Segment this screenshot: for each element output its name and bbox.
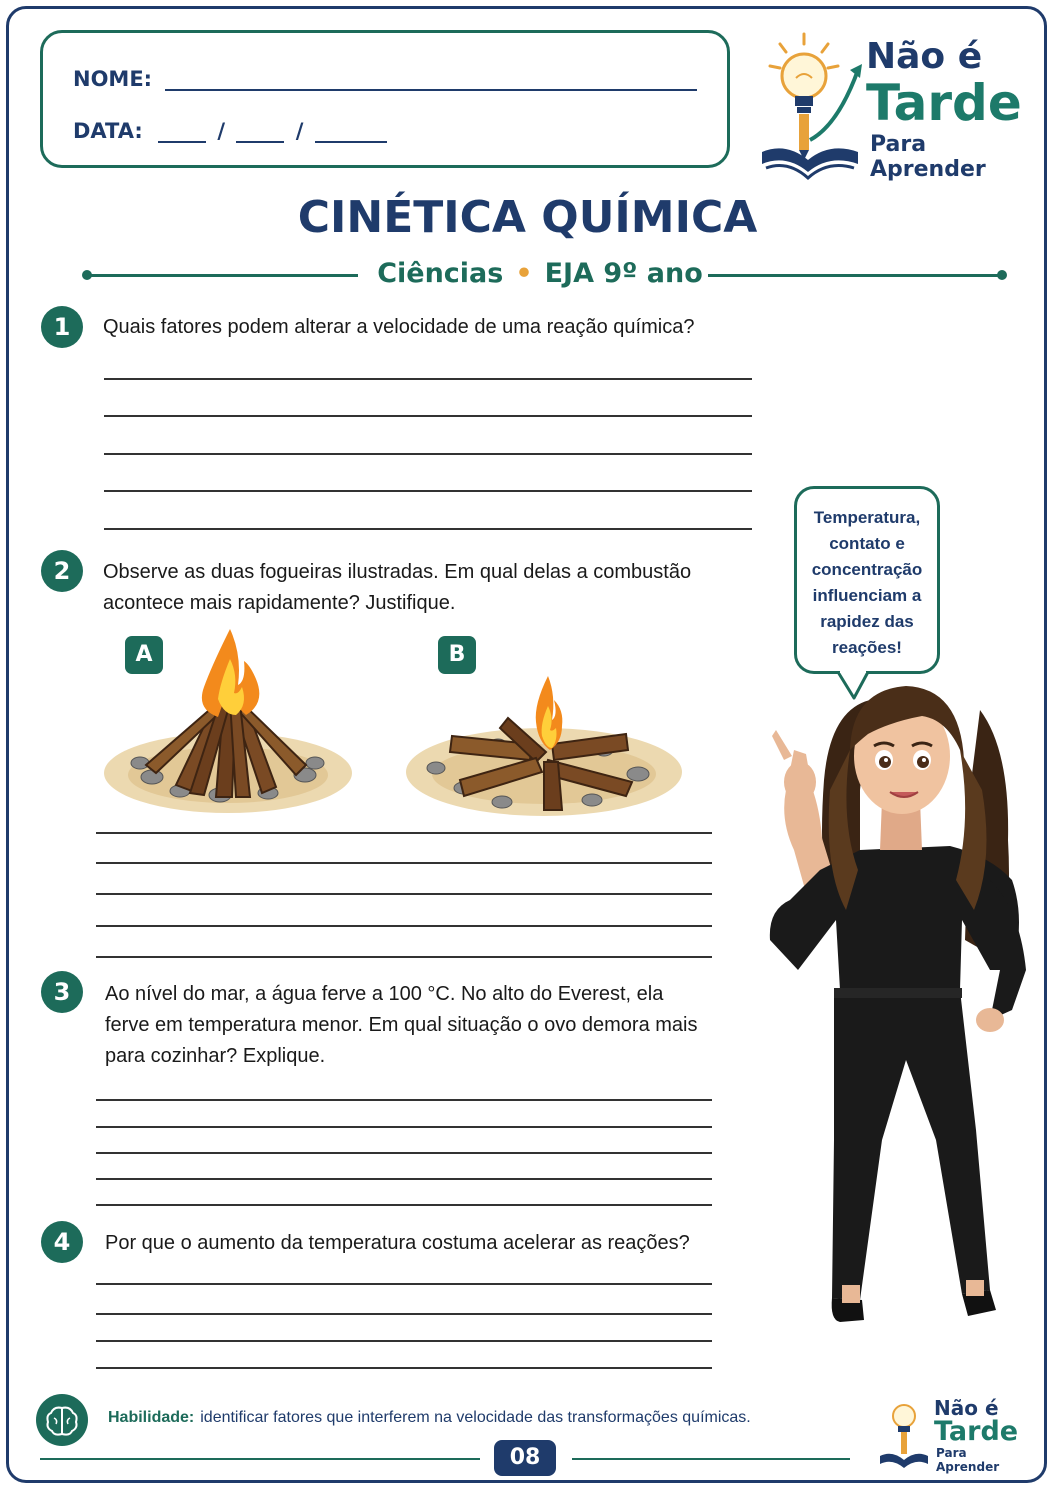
subject-label: Ciências [377, 258, 504, 289]
skill-text: identificar fatores que interferem na velocidade das transformações químicas. [200, 1409, 751, 1426]
answer-line[interactable] [104, 528, 752, 530]
page-number: 08 [494, 1440, 556, 1476]
fire-a-label: A [125, 636, 163, 674]
answer-line[interactable] [96, 1178, 712, 1180]
date-label: DATA: [73, 119, 143, 143]
speech-bubble: Temperatura, contato e concentração influenciam a rapidez das reações! [794, 486, 940, 674]
brain-icon [36, 1394, 88, 1446]
date-separator: / [295, 119, 304, 143]
subtitle-separator: • [515, 258, 533, 289]
skill-description [108, 1409, 751, 1427]
date-year-field[interactable] [315, 123, 387, 143]
logo-text-line3: Para Aprender [870, 132, 986, 182]
answer-line[interactable] [96, 1283, 712, 1285]
divider-line [86, 274, 358, 277]
teacher-illustration [750, 670, 1040, 1370]
page-title: CINÉTICA QUÍMICA [297, 192, 758, 243]
answer-line[interactable] [96, 1313, 712, 1315]
logo-text-line2: Tarde [866, 74, 1022, 132]
question-text: Observe as duas fogueiras ilustradas. Em qual delas a combustão acontece mais rapidamente? Justifique. [103, 561, 692, 614]
answer-line[interactable] [96, 1152, 712, 1154]
answer-line[interactable] [96, 956, 712, 958]
answer-line[interactable] [96, 1340, 712, 1342]
subtitle-row [82, 258, 1007, 292]
answer-line[interactable] [104, 453, 752, 455]
logo-text-line3: Para Aprender [936, 1446, 1000, 1474]
answer-line[interactable] [104, 415, 752, 417]
fire-b-label: B [438, 636, 476, 674]
answer-line[interactable] [104, 378, 752, 380]
answer-line[interactable] [96, 1126, 712, 1128]
campfire-spread-illustration [402, 670, 692, 840]
name-field[interactable] [165, 71, 697, 91]
answer-line[interactable] [104, 490, 752, 492]
lightbulb-book-icon [878, 1394, 934, 1474]
logo-text-line1: Não é [866, 36, 983, 77]
student-info-box [40, 30, 730, 168]
answer-line[interactable] [96, 1099, 712, 1101]
logo-text-line1: Não é [934, 1396, 999, 1420]
answer-line[interactable] [96, 925, 712, 927]
date-month-field[interactable] [236, 123, 284, 143]
question-text: Quais fatores podem alterar a velocidade de uma reação química? [103, 316, 695, 338]
date-row [73, 119, 387, 143]
question-number-badge: 1 [41, 306, 83, 348]
question-text: Por que o aumento da temperatura costuma acelerar as reações? [105, 1232, 690, 1254]
question-number-badge: 4 [41, 1221, 83, 1263]
brand-logo [758, 30, 1028, 185]
answer-line[interactable] [96, 1204, 712, 1206]
date-day-field[interactable] [158, 123, 206, 143]
subtitle [360, 258, 720, 289]
name-row [73, 67, 697, 91]
footer-line-left [40, 1458, 480, 1460]
footer-line-right [572, 1458, 850, 1460]
campfire-teepee-illustration [100, 625, 360, 825]
answer-line[interactable] [96, 832, 712, 834]
answer-line[interactable] [96, 1367, 712, 1369]
divider-dot [997, 270, 1007, 280]
logo-text-line2: Tarde [934, 1416, 1019, 1447]
answer-line[interactable] [96, 893, 712, 895]
answer-line[interactable] [96, 862, 712, 864]
date-separator: / [217, 119, 226, 143]
lightbulb-book-icon [758, 30, 868, 185]
question-number-badge: 2 [41, 550, 83, 592]
divider-line [708, 274, 1003, 277]
level-label: EJA 9º ano [544, 258, 703, 289]
question-text: Ao nível do mar, a água ferve a 100 °C. No alto do Everest, ela ferve em temperatura menor. Em qual situação o ovo demora mais para cozinhar? Explique. [105, 983, 698, 1067]
name-label: NOME: [73, 67, 153, 91]
skill-label: Habilidade: [108, 1409, 195, 1426]
question-number-badge: 3 [41, 971, 83, 1013]
footer-brand-logo [878, 1394, 1018, 1474]
